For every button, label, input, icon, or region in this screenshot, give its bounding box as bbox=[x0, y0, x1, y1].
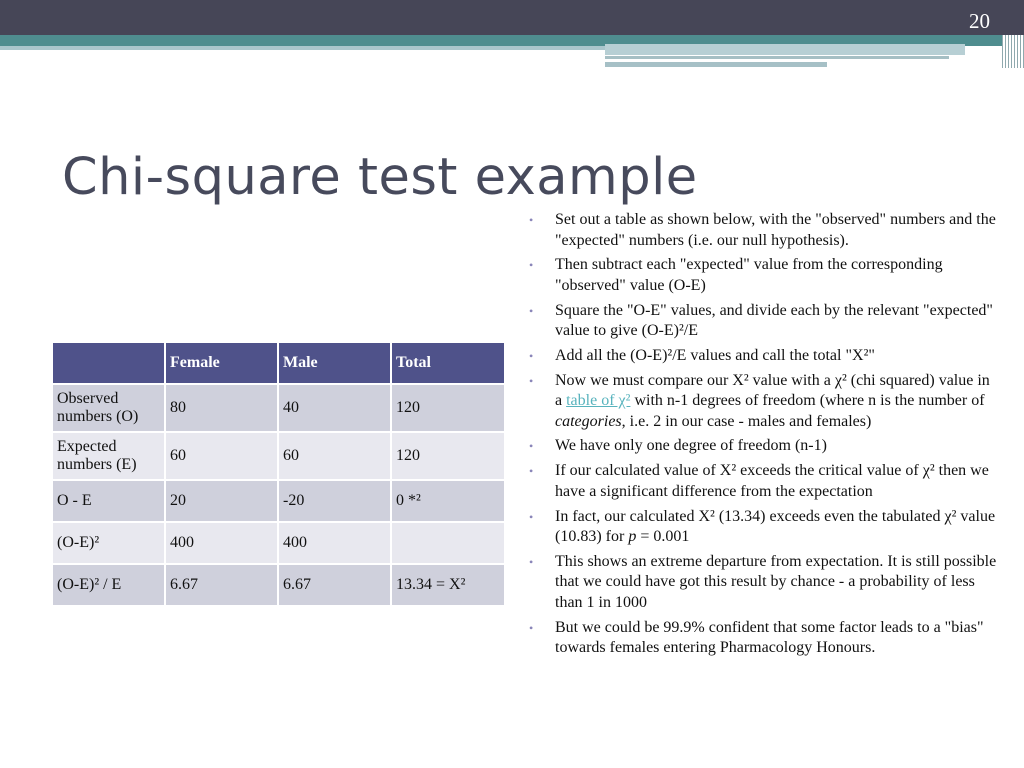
bullet-item bbox=[527, 552, 997, 614]
bullet-item bbox=[527, 507, 997, 548]
bullet-text: = 0.001 bbox=[636, 528, 690, 546]
slide-number: 20 bbox=[969, 9, 990, 33]
bullet-dot-icon: • bbox=[529, 348, 534, 363]
table-cell: 400 bbox=[165, 522, 278, 564]
chi-square-table-link[interactable]: table of χ² bbox=[566, 392, 631, 410]
table-cell: 6.67 bbox=[278, 564, 391, 606]
table-cell: 0 *² bbox=[391, 480, 505, 522]
table-row-label: Observed numbers (O) bbox=[52, 384, 165, 432]
table-row-label: (O-E)² / E bbox=[52, 564, 165, 606]
chi-square-table bbox=[51, 341, 506, 607]
table-cell: 120 bbox=[391, 432, 505, 480]
table-cell: 400 bbox=[278, 522, 391, 564]
table-row bbox=[52, 522, 505, 564]
table-row bbox=[52, 564, 505, 606]
bullet-text: Now we must compare our X² value with a χ² (chi squared) value in a bbox=[555, 371, 990, 410]
table-cell: 6.67 bbox=[165, 564, 278, 606]
table-header-cell: Male bbox=[278, 342, 391, 384]
table-header-cell: Female bbox=[165, 342, 278, 384]
bullet-item bbox=[527, 255, 997, 296]
bullet-text: , i.e. 2 in our case - males and females) bbox=[621, 412, 872, 430]
bullet-dot-icon: • bbox=[529, 213, 534, 227]
table-row bbox=[52, 432, 505, 480]
decorative-vertical-stripes bbox=[1002, 35, 1024, 68]
bullet-dot-icon: • bbox=[529, 509, 534, 524]
table-cell: 120 bbox=[391, 384, 505, 432]
bullet-text: Square the "O-E" values, and divide each by the relevant "expected" value to give (O-E)²/E bbox=[555, 301, 993, 340]
bullet-dot-icon: • bbox=[529, 258, 534, 273]
bullet-item bbox=[527, 210, 997, 251]
table-row-label: (O-E)² bbox=[52, 522, 165, 564]
bullet-dot-icon: • bbox=[529, 554, 534, 569]
bullet-item bbox=[527, 371, 997, 433]
bullet-text: Then subtract each "expected" value from the corresponding "observed" value (O-E) bbox=[555, 256, 943, 294]
bullet-item bbox=[527, 346, 997, 367]
bullet-text: We have only one degree of freedom (n-1) bbox=[555, 437, 827, 455]
table-cell: -20 bbox=[278, 480, 391, 522]
decorative-strip bbox=[605, 62, 827, 67]
bullet-dot-icon: • bbox=[529, 620, 534, 635]
bullet-item bbox=[527, 461, 997, 502]
bullet-text: But we could be 99.9% confident that some factor leads to a "bias" towards females entering Pharmacology Honours. bbox=[555, 618, 984, 657]
table-header-row bbox=[52, 342, 505, 384]
bullet-item bbox=[527, 436, 997, 457]
bullet-dot-icon: • bbox=[529, 464, 534, 479]
emphasis-text: categories bbox=[555, 412, 622, 430]
table-row bbox=[52, 384, 505, 432]
table-cell: 20 bbox=[165, 480, 278, 522]
bullet-text: with n-1 degrees of freedom (where n is the number of bbox=[630, 392, 985, 410]
bullet-text: This shows an extreme departure from expectation. It is still possible that we could have got this result by chance - a probability of less than 1 in 1000 bbox=[555, 552, 997, 611]
emphasis-text: p bbox=[628, 528, 637, 546]
bullet-dot-icon: • bbox=[529, 439, 534, 454]
table-cell: 40 bbox=[278, 384, 391, 432]
decorative-strip bbox=[605, 44, 965, 55]
table-cell bbox=[391, 522, 505, 564]
table-cell: 13.34 = X² bbox=[391, 564, 505, 606]
bullet-item bbox=[527, 618, 997, 659]
table-header-cell bbox=[52, 342, 165, 384]
table-cell: 80 bbox=[165, 384, 278, 432]
table-row-label: O - E bbox=[52, 480, 165, 522]
table-cell: 60 bbox=[278, 432, 391, 480]
bullet-item bbox=[527, 301, 997, 342]
slide-title: Chi-square test example bbox=[62, 148, 698, 207]
light-accent-band bbox=[0, 46, 605, 50]
top-header-bar bbox=[0, 0, 1024, 35]
decorative-strip bbox=[605, 56, 949, 59]
bullet-text: Set out a table as shown below, with the "observed" numbers and the "expected" numbers (i.e. our null hypothesis). bbox=[555, 211, 996, 249]
bullet-text: In fact, our calculated X² (13.34) exceeds even the tabulated χ² value (10.83) for bbox=[555, 507, 996, 546]
bullet-text: Add all the (O-E)²/E values and call the total "X²" bbox=[555, 346, 875, 364]
table-row-label: Expected numbers (E) bbox=[52, 432, 165, 480]
table-cell: 60 bbox=[165, 432, 278, 480]
table-header-cell: Total bbox=[391, 342, 505, 384]
bullet-list bbox=[527, 210, 997, 663]
table-row bbox=[52, 480, 505, 522]
bullet-dot-icon: • bbox=[529, 373, 534, 388]
bullet-text: If our calculated value of X² exceeds the critical value of χ² then we have a significant difference from the expectation bbox=[555, 462, 989, 500]
bullet-dot-icon: • bbox=[529, 303, 534, 318]
